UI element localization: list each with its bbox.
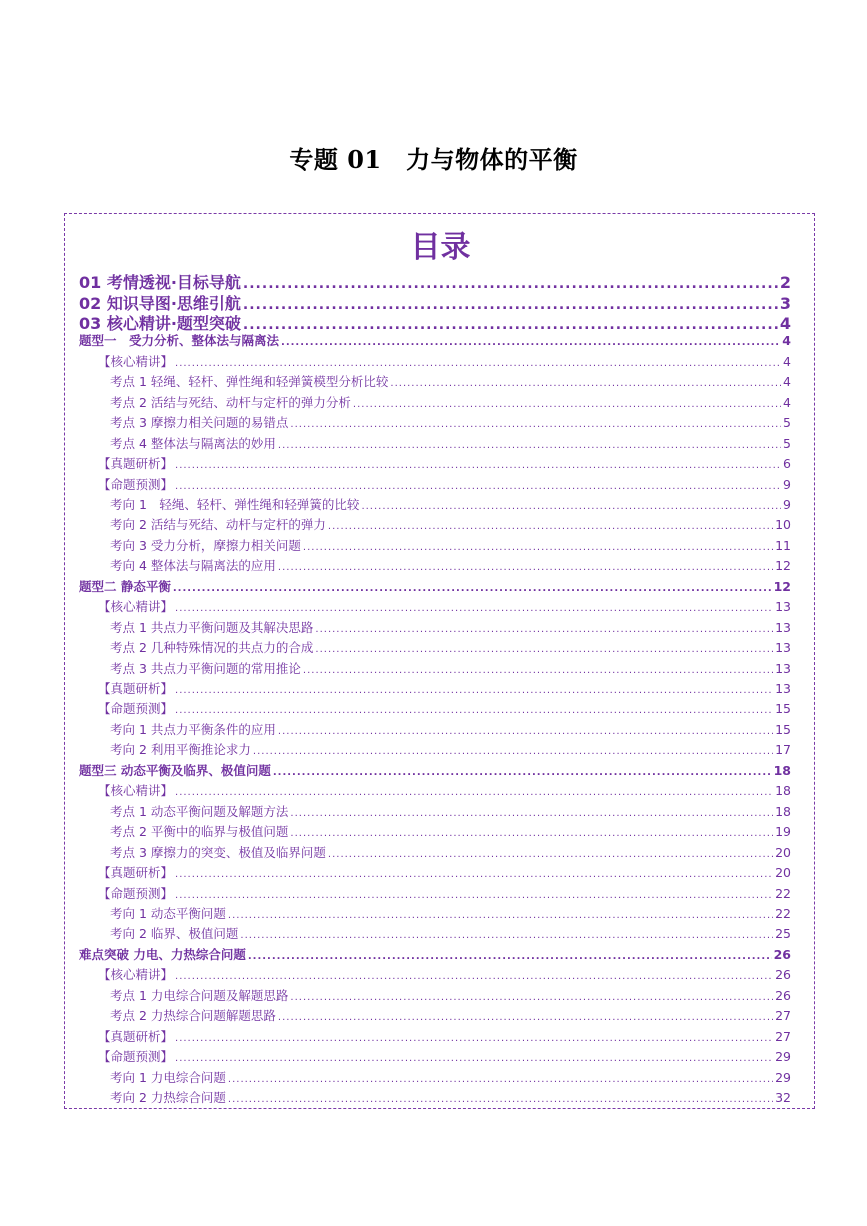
toc-leader-dots [303, 665, 773, 676]
toc-leader-dots [175, 481, 781, 492]
toc-entry-page: 4 [779, 313, 791, 333]
toc-entry-title: 题型二 静态平衡 [79, 578, 171, 594]
toc-leader-dots [315, 644, 773, 655]
toc-entry-page: 4 [783, 394, 791, 410]
toc-entry-title: 考点 1 共点力平衡问题及其解决思路 [110, 619, 314, 635]
toc-heading: 目录 [410, 230, 471, 265]
toc-entry[interactable] [110, 618, 791, 638]
toc-entry-page: 18 [775, 803, 791, 819]
toc-entry-page: 12 [773, 578, 791, 594]
toc-entry[interactable] [110, 986, 791, 1006]
toc-entry-page: 26 [773, 946, 791, 962]
toc-entry[interactable] [98, 1047, 791, 1067]
toc-entry-page: 5 [783, 415, 791, 431]
toc-entry-page: 11 [775, 537, 791, 553]
toc-entry[interactable] [110, 638, 791, 658]
toc-entry-title: 【真题研析】 [98, 865, 174, 880]
toc-leader-dots [175, 1053, 773, 1064]
toc-entry-title: 考向 1 轻绳、轻杆、弹性绳和轻弹簧的比较 [110, 496, 360, 512]
toc-entry[interactable] [110, 659, 791, 679]
toc-entry-page: 9 [783, 476, 791, 492]
toc-leader-dots [175, 1033, 773, 1044]
table-of-contents [64, 213, 815, 1109]
toc-leader-dots [290, 419, 781, 430]
toc-leader-dots [253, 746, 773, 757]
toc-entry-page: 27 [775, 1008, 791, 1024]
toc-entry[interactable] [110, 802, 791, 822]
toc-entry-title: 【核心精讲】 [98, 783, 174, 799]
toc-leader-dots [175, 460, 781, 471]
toc-entry-page: 25 [775, 926, 791, 942]
toc-entry[interactable] [110, 822, 791, 842]
toc-entry-title: 【核心精讲】 [98, 353, 174, 369]
toc-leader-dots [228, 910, 773, 921]
toc-entry[interactable] [110, 1006, 791, 1026]
toc-entry-title: 考向 2 活结与死结、动杆与定杆的弹力 [110, 517, 326, 533]
toc-leader-dots [361, 501, 781, 512]
toc-entry[interactable] [110, 413, 791, 433]
toc-entry-page: 2 [779, 273, 791, 292]
toc-entry-page: 19 [775, 824, 791, 840]
toc-entry-page: 22 [775, 905, 791, 921]
toc-leader-dots [240, 930, 773, 941]
toc-leader-dots [175, 705, 773, 716]
toc-entry-page: 26 [775, 987, 791, 1003]
toc-entry-title: 01 考情透视·目标导航 [79, 273, 241, 292]
toc-entry-page: 13 [775, 640, 791, 656]
toc-entry[interactable] [110, 904, 791, 924]
toc-entry-page: 26 [775, 967, 791, 983]
toc-entry[interactable] [79, 945, 791, 965]
toc-entry[interactable] [98, 475, 791, 495]
toc-leader-dots [175, 890, 773, 901]
toc-entry-title: 03 核心精讲·题型突破 [79, 313, 241, 333]
toc-entry-title: 考点 2 活结与死结、动杆与定杆的弹力分析 [110, 394, 351, 410]
toc-entry-title: 考点 2 几种特殊情况的共点力的合成 [110, 640, 314, 656]
toc-entry-title: 【命题预测】 [98, 885, 174, 901]
toc-leader-dots [328, 849, 773, 860]
toc-entry-title: 考向 2 利用平衡推论求力 [110, 742, 251, 758]
toc-entry-title: 考点 3 共点力平衡问题的常用推论 [110, 660, 301, 676]
toc-entry-page: 4 [783, 353, 791, 369]
toc-leader-dots [248, 951, 772, 962]
toc-entry-title: 考点 1 轻绳、轻杆、弹性绳和轻弹簧模型分析比较 [110, 374, 389, 390]
toc-leader-dots [173, 583, 772, 594]
toc-entry-page: 13 [775, 619, 791, 635]
toc-entry-page: 18 [775, 783, 791, 799]
toc-entry-page: 29 [775, 1069, 791, 1085]
toc-entry-title: 考向 3 受力分析，摩擦力相关问题 [110, 537, 301, 553]
toc-entry[interactable] [98, 454, 791, 474]
toc-entry-page: 22 [775, 885, 791, 901]
toc-entry-page: 4 [783, 374, 791, 390]
toc-entry-page: 10 [775, 517, 791, 533]
toc-entry[interactable] [110, 515, 791, 535]
toc-entry-page: 20 [775, 865, 791, 880]
toc-entry-title: 【核心精讲】 [98, 599, 174, 615]
toc-entry-title: 考点 2 平衡中的临界与极值问题 [110, 824, 289, 840]
toc-entry[interactable] [110, 740, 791, 760]
toc-leader-dots [175, 603, 773, 614]
toc-leader-dots [175, 869, 773, 880]
toc-entry[interactable] [98, 679, 791, 699]
toc-leader-dots [175, 787, 773, 798]
toc-entry-page: 6 [783, 456, 791, 471]
toc-leader-dots [315, 624, 773, 635]
toc-entry-page: 15 [775, 721, 791, 737]
toc-entry-title: 考向 1 力电综合问题 [110, 1069, 226, 1085]
toc-entry-title: 【真题研析】 [98, 1028, 174, 1044]
toc-entry-page: 15 [775, 701, 791, 717]
toc-entry-title: 考点 2 力热综合问题解题思路 [110, 1008, 276, 1024]
toc-leader-dots [175, 358, 781, 369]
toc-entry[interactable] [98, 863, 791, 883]
toc-entry-title: 考点 1 力电综合问题及解题思路 [110, 987, 289, 1003]
toc-entry-page: 3 [779, 293, 791, 313]
toc-entry-page: 9 [783, 496, 791, 512]
toc-entry-title: 02 知识导图·思维引航 [79, 293, 241, 313]
toc-entry[interactable] [110, 1088, 791, 1108]
toc-entry-title: 【命题预测】 [98, 701, 174, 717]
toc-entry-title: 【核心精讲】 [98, 967, 174, 983]
toc-entry[interactable] [98, 352, 791, 372]
toc-entry[interactable] [110, 1068, 791, 1088]
toc-entry[interactable] [110, 720, 791, 740]
toc-entry[interactable] [79, 761, 791, 781]
toc-entry-title: 【真题研析】 [98, 456, 174, 471]
toc-entry-title: 考点 1 动态平衡问题及解题方法 [110, 803, 289, 819]
toc-entry[interactable] [110, 556, 791, 576]
toc-entry-page: 13 [775, 599, 791, 615]
toc-entry-title: 难点突破 力电、力热综合问题 [79, 946, 246, 962]
toc-entry[interactable] [98, 781, 791, 801]
toc-entry-page: 18 [773, 762, 791, 778]
toc-entry-page: 20 [775, 844, 791, 860]
toc-entry-title: 考点 3 摩擦力相关问题的易错点 [110, 415, 289, 431]
document-title: 专题 01 力与物体的平衡 [289, 145, 578, 174]
toc-entry[interactable] [110, 372, 791, 392]
toc-leader-dots [328, 521, 773, 532]
toc-entry-title: 考向 4 整体法与隔离法的应用 [110, 558, 276, 574]
toc-entry[interactable] [110, 843, 791, 863]
toc-entry-page: 29 [775, 1049, 791, 1065]
toc-entry[interactable] [110, 393, 791, 413]
toc-entry[interactable] [98, 699, 791, 719]
toc-entry-page: 13 [775, 660, 791, 676]
toc-entry-page: 17 [775, 742, 791, 758]
toc-entry[interactable] [79, 331, 791, 351]
toc-entry-title: 【真题研析】 [98, 681, 174, 696]
toc-entry-title: 考向 1 共点力平衡条件的应用 [110, 721, 276, 737]
toc-entry[interactable] [110, 434, 791, 454]
toc-entry[interactable] [79, 291, 791, 311]
toc-entry-title: 考向 1 动态平衡问题 [110, 905, 226, 921]
toc-entry-title: 题型三 动态平衡及临界、极值问题 [79, 762, 271, 778]
toc-leader-dots [228, 1074, 773, 1085]
toc-leader-dots [278, 440, 781, 451]
toc-entry-title: 考向 2 力热综合问题 [110, 1090, 226, 1105]
toc-entry-page: 13 [775, 681, 791, 696]
toc-entry-page: 27 [775, 1028, 791, 1044]
toc-entry[interactable] [110, 924, 791, 944]
toc-leader-dots [290, 828, 773, 839]
toc-entry-page: 32 [775, 1090, 791, 1105]
toc-leader-dots [228, 1094, 773, 1105]
toc-entry[interactable] [79, 577, 791, 597]
toc-entry-title: 考点 4 整体法与隔离法的妙用 [110, 435, 276, 451]
toc-leader-dots [278, 726, 773, 737]
toc-leader-dots [290, 992, 773, 1003]
toc-leader-dots [281, 337, 780, 348]
toc-entry[interactable] [98, 1027, 791, 1047]
toc-entry[interactable] [79, 270, 791, 290]
toc-entry-title: 题型一 受力分析、整体法与隔离法 [79, 333, 280, 349]
toc-leader-dots [353, 399, 781, 410]
toc-leader-dots [175, 971, 773, 982]
toc-entry[interactable] [110, 495, 791, 515]
toc-entry[interactable] [79, 311, 791, 331]
toc-entry[interactable] [98, 965, 791, 985]
toc-leader-dots [278, 1012, 773, 1023]
toc-leader-dots [303, 542, 773, 553]
toc-leader-dots [278, 562, 773, 573]
toc-leader-dots [175, 685, 773, 696]
toc-entry-title: 【命题预测】 [98, 476, 174, 492]
toc-entry[interactable] [98, 884, 791, 904]
toc-leader-dots [390, 378, 781, 389]
toc-entry-page: 5 [783, 435, 791, 451]
toc-entry-title: 【命题预测】 [98, 1049, 174, 1065]
toc-entry-page: 4 [782, 333, 791, 349]
toc-entry-title: 考向 2 临界、极值问题 [110, 926, 239, 942]
toc-entry-page: 12 [775, 558, 791, 574]
toc-entry[interactable] [98, 597, 791, 617]
toc-leader-dots [273, 767, 772, 778]
toc-entry[interactable] [110, 536, 791, 556]
toc-leader-dots [290, 808, 773, 819]
toc-entry-title: 考点 3 摩擦力的突变、极值及临界问题 [110, 844, 326, 860]
